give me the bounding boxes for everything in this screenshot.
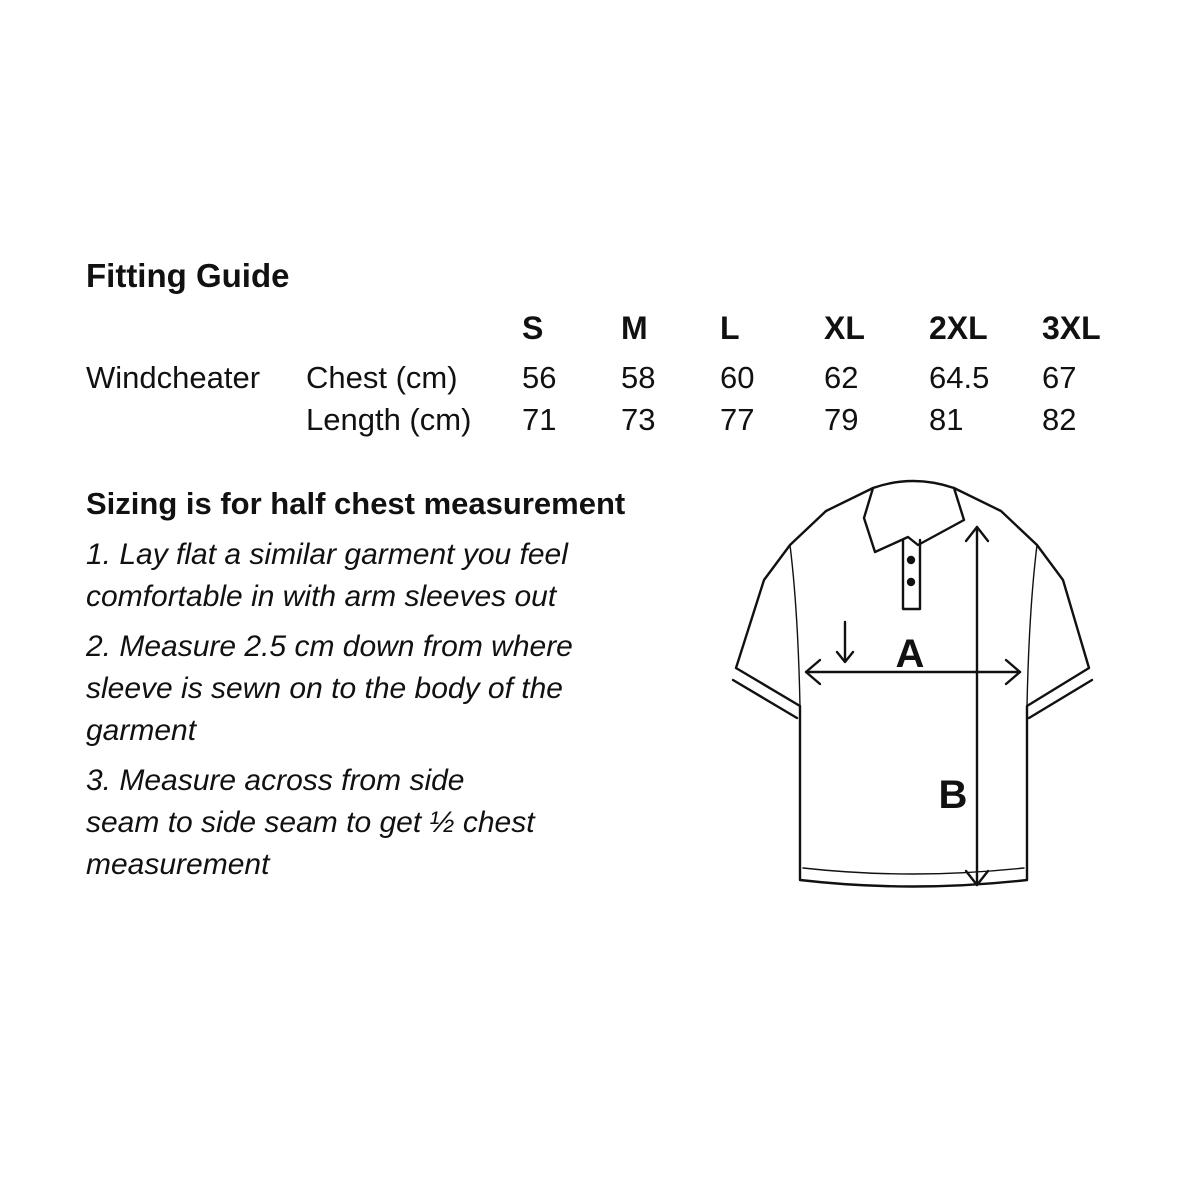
length-value-2xl: 81	[929, 402, 964, 437]
chest-value-s: 56	[522, 360, 557, 395]
chest-value-l: 60	[720, 360, 755, 395]
down-arrow-icon	[837, 622, 853, 662]
instruction-step-3: 3. Measure across from side seam to side seam to get ½ chest measurement	[86, 764, 535, 881]
product-name: Windcheater	[86, 360, 261, 395]
shirt-collar	[864, 481, 964, 552]
length-value-m: 73	[621, 402, 656, 437]
size-header-m: M	[621, 310, 648, 346]
row-label-length: Length (cm)	[306, 402, 472, 437]
shirt-placket	[903, 540, 920, 609]
size-header-3xl: 3XL	[1042, 310, 1101, 346]
shoulder-seam-right	[1027, 545, 1037, 706]
size-header-xl: XL	[824, 310, 865, 346]
chest-value-2xl: 64.5	[929, 360, 990, 395]
chest-value-m: 58	[621, 360, 656, 395]
instruction-step-1: 1. Lay flat a similar garment you feel comfortable in with arm sleeves out	[86, 538, 568, 613]
size-header-l: L	[720, 310, 740, 346]
chest-value-xl: 62	[824, 360, 859, 395]
length-value-xl: 79	[824, 402, 859, 437]
instruction-step-2: 2. Measure 2.5 cm down from where sleeve is sewn on to the body of the garment	[86, 630, 573, 747]
instructions-title: Sizing is for half chest measurement	[86, 486, 626, 521]
instruction-list	[86, 534, 686, 894]
polo-shirt-diagram	[720, 470, 1100, 900]
button-icon	[908, 579, 914, 585]
length-value-s: 71	[522, 402, 557, 437]
size-header-s: S	[522, 310, 544, 346]
button-icon	[908, 557, 914, 563]
page-title: Fitting Guide	[86, 257, 290, 294]
chest-value-3xl: 67	[1042, 360, 1077, 395]
size-header-2xl: 2XL	[929, 310, 988, 346]
label-b: B	[938, 773, 968, 817]
label-a: A	[895, 632, 925, 676]
shoulder-seam-left	[790, 545, 800, 706]
length-value-3xl: 82	[1042, 402, 1077, 437]
length-value-l: 77	[720, 402, 755, 437]
bottom-hem-stitch	[803, 868, 1024, 874]
row-label-chest: Chest (cm)	[306, 360, 458, 395]
